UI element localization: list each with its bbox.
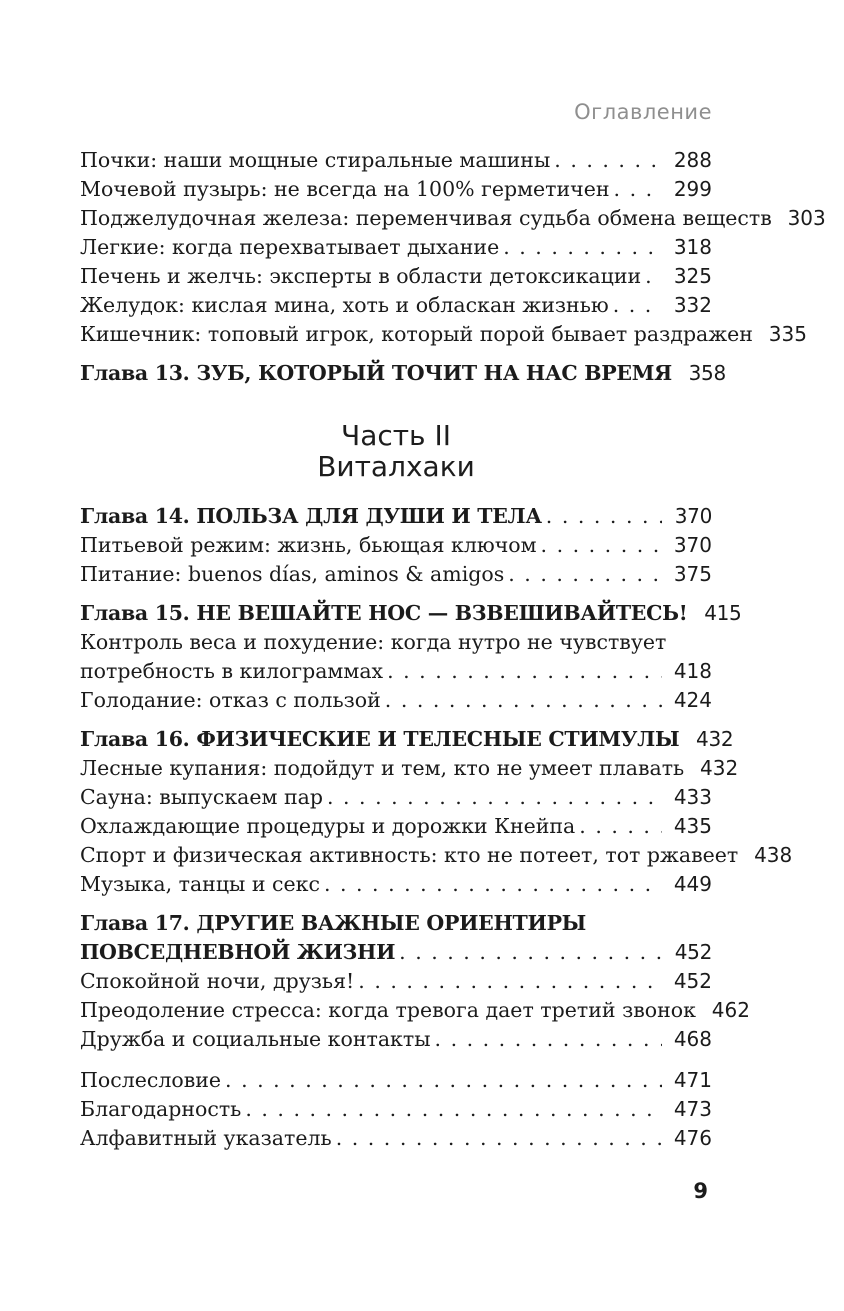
toc-entry bbox=[80, 1095, 712, 1124]
toc-entry-page: 424 bbox=[673, 688, 712, 712]
toc-section-part1 bbox=[80, 146, 826, 388]
toc-entry-page: 462 bbox=[711, 998, 750, 1022]
toc-entry-page: 288 bbox=[673, 148, 712, 172]
dot-leader bbox=[324, 870, 662, 899]
toc-chapter-entry bbox=[80, 938, 712, 967]
toc-entry-page: 452 bbox=[674, 940, 712, 964]
running-header: Оглавление bbox=[574, 100, 712, 124]
part-label: Часть II bbox=[341, 419, 451, 452]
toc-entry-title: Алфавитный указатель bbox=[80, 1126, 332, 1150]
toc-entry-title: потребность в килограммах bbox=[80, 659, 384, 683]
toc-entry-page: 449 bbox=[673, 872, 712, 896]
toc-entry-page: 370 bbox=[673, 533, 712, 557]
toc-entry-page: 358 bbox=[688, 361, 726, 385]
toc-entry-title: ПОВСЕДНЕВНОЙ ЖИЗНИ bbox=[80, 940, 396, 964]
toc-entry-page: 473 bbox=[673, 1097, 712, 1121]
toc-entry bbox=[80, 146, 712, 175]
toc-entry-page: 375 bbox=[673, 562, 712, 586]
dot-leader bbox=[645, 262, 662, 291]
dot-leader bbox=[613, 291, 662, 320]
toc-chapter-entry bbox=[80, 359, 726, 388]
dot-leader bbox=[225, 1066, 662, 1095]
toc-entry-page: 299 bbox=[673, 177, 712, 201]
toc-entry bbox=[80, 1124, 712, 1153]
toc-entry-page: 452 bbox=[673, 969, 712, 993]
dot-leader bbox=[336, 1124, 662, 1153]
dot-leader bbox=[541, 531, 662, 560]
toc-entry bbox=[80, 1025, 712, 1054]
toc-entry bbox=[80, 967, 712, 996]
toc-entry-page: 432 bbox=[700, 756, 739, 780]
dot-leader bbox=[358, 967, 662, 996]
page-number: 9 bbox=[693, 1179, 708, 1203]
dot-leader bbox=[385, 686, 662, 715]
toc-entry bbox=[80, 291, 712, 320]
toc-entry bbox=[80, 531, 712, 560]
part-title: Виталхаки bbox=[317, 450, 475, 483]
toc-entry-title: Почки: наши мощные стиральные машины bbox=[80, 148, 551, 172]
toc-entry-title: Музыка, танцы и секс bbox=[80, 872, 320, 896]
dot-leader bbox=[579, 812, 662, 841]
toc-entry bbox=[80, 262, 712, 291]
table-of-contents bbox=[80, 146, 826, 1153]
toc-entry bbox=[80, 320, 807, 349]
dot-leader bbox=[245, 1095, 662, 1124]
toc-entry-title: Сауна: выпускаем пар bbox=[80, 785, 323, 809]
dot-leader bbox=[554, 146, 662, 175]
toc-entry-title: Кишечник: топовый игрок, который порой бывает раздражен bbox=[80, 322, 753, 346]
part-heading bbox=[80, 420, 712, 482]
toc-entry-page: 318 bbox=[673, 235, 712, 259]
toc-entry bbox=[80, 754, 739, 783]
toc-entry-title: Спорт и физическая активность: кто не потеет, тот ржавеет bbox=[80, 843, 739, 867]
toc-entry-page: 435 bbox=[673, 814, 712, 838]
toc-backmatter bbox=[80, 1066, 712, 1153]
dot-leader bbox=[614, 175, 662, 204]
toc-entry-title: Легкие: когда перехватывает дыхание bbox=[80, 235, 500, 259]
toc-entry-page: 433 bbox=[673, 785, 712, 809]
toc-entry bbox=[80, 175, 712, 204]
toc-chapter-entry bbox=[80, 909, 712, 938]
toc-entry bbox=[80, 870, 712, 899]
toc-entry-title: Спокойной ночи, друзья! bbox=[80, 969, 355, 993]
toc-entry-title: Желудок: кислая мина, хоть и обласкан жизнью bbox=[80, 293, 609, 317]
toc-entry-title: Глава 16. ФИЗИЧЕСКИЕ И ТЕЛЕСНЫЕ СТИМУЛЫ bbox=[80, 727, 680, 751]
toc-entry-title: Преодоление стресса: когда тревога дает третий звонок bbox=[80, 998, 696, 1022]
toc-entry-page: 468 bbox=[673, 1027, 712, 1051]
toc-entry-page: 332 bbox=[673, 293, 712, 317]
toc-entry-title: Питание: buenos días, aminos & amigos bbox=[80, 562, 505, 586]
toc-chapter-entry bbox=[80, 599, 742, 628]
toc-entry-title: Контроль веса и похудение: когда нутро не чувствует bbox=[80, 630, 667, 654]
dot-leader bbox=[508, 560, 662, 589]
dot-leader bbox=[435, 1025, 662, 1054]
toc-entry-title: Дружба и социальные контакты bbox=[80, 1027, 431, 1051]
toc-entry-page: 438 bbox=[754, 843, 793, 867]
toc-entry-title: Лесные купания: подойдут и тем, кто не умеет плавать bbox=[80, 756, 685, 780]
toc-entry-title: Глава 14. ПОЛЬЗА ДЛЯ ДУШИ И ТЕЛА bbox=[80, 504, 542, 528]
toc-entry-page: 415 bbox=[704, 601, 742, 625]
toc-entry-title: Мочевой пузырь: не всегда на 100% герметичен bbox=[80, 177, 610, 201]
toc-entry-page: 476 bbox=[673, 1126, 712, 1150]
toc-entry-page: 471 bbox=[673, 1068, 712, 1092]
toc-entry bbox=[80, 996, 750, 1025]
dot-leader bbox=[387, 657, 662, 686]
toc-entry-title: Питьевой режим: жизнь, бьющая ключом bbox=[80, 533, 537, 557]
toc-entry bbox=[80, 812, 712, 841]
toc-entry-title: Послесловие bbox=[80, 1068, 222, 1092]
toc-entry-page: 418 bbox=[673, 659, 712, 683]
toc-entry-title: Голодание: отказ с пользой bbox=[80, 688, 381, 712]
toc-entry bbox=[80, 841, 793, 870]
toc-entry-page: 432 bbox=[696, 727, 734, 751]
toc-entry-title: Поджелудочная железа: переменчивая судьба обмена веществ bbox=[80, 206, 772, 230]
toc-entry bbox=[80, 204, 826, 233]
dot-leader bbox=[399, 938, 662, 967]
toc-entry-title: Печень и желчь: эксперты в области детоксикации bbox=[80, 264, 642, 288]
toc-entry bbox=[80, 560, 712, 589]
dot-leader bbox=[503, 233, 662, 262]
toc-entry bbox=[80, 783, 712, 812]
toc-entry bbox=[80, 1066, 712, 1095]
toc-entry-title: Глава 17. ДРУГИЕ ВАЖНЫЕ ОРИЕНТИРЫ bbox=[80, 911, 587, 935]
toc-entry-title: Глава 15. НЕ ВЕШАЙТЕ НОС — ВЗВЕШИВАЙТЕСЬ! bbox=[80, 601, 688, 625]
toc-entry-page: 303 bbox=[787, 206, 826, 230]
toc-entry-title: Охлаждающие процедуры и дорожки Кнейпа bbox=[80, 814, 576, 838]
toc-section-part2 bbox=[80, 502, 793, 1054]
dot-leader bbox=[327, 783, 662, 812]
toc-entry-page: 325 bbox=[673, 264, 712, 288]
toc-entry bbox=[80, 628, 712, 657]
toc-entry-page: 335 bbox=[768, 322, 807, 346]
dot-leader bbox=[546, 502, 662, 531]
toc-entry-title: Глава 13. ЗУБ, КОТОРЫЙ ТОЧИТ НА НАС ВРЕМЯ bbox=[80, 361, 672, 385]
toc-chapter-entry bbox=[80, 725, 734, 754]
toc-entry-title: Благодарность bbox=[80, 1097, 242, 1121]
toc-entry-page: 370 bbox=[674, 504, 712, 528]
toc-chapter-entry bbox=[80, 502, 712, 531]
toc-entry bbox=[80, 657, 712, 686]
toc-entry bbox=[80, 233, 712, 262]
toc-entry bbox=[80, 686, 712, 715]
